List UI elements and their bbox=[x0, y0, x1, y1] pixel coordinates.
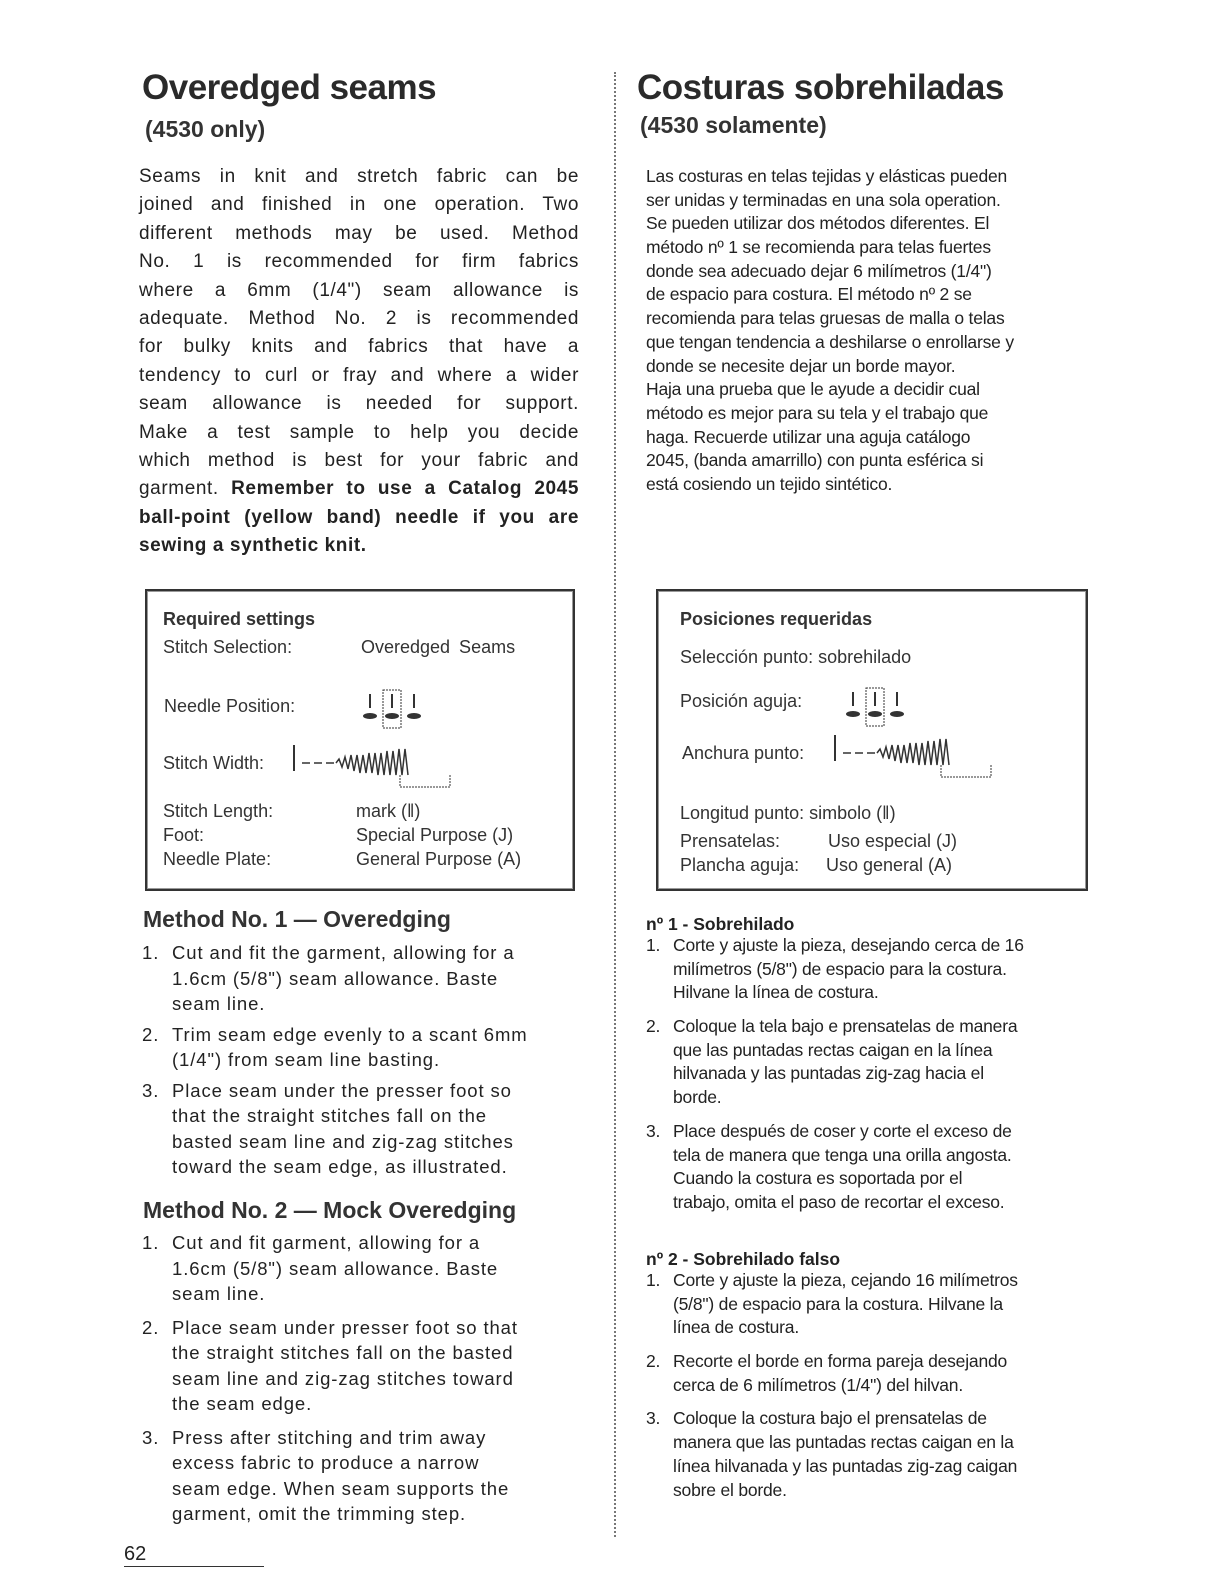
stitch-length-label: Stitch Length: bbox=[163, 801, 274, 821]
foot-label: Foot: bbox=[163, 825, 205, 845]
item-line: toward the seam edge, as illustrated. bbox=[172, 1156, 508, 1177]
right-title: Costuras sobrehiladas bbox=[637, 68, 1004, 107]
item-number: 2. bbox=[646, 1351, 661, 1372]
intro-line: for bulky knits and fabrics that have a bbox=[139, 336, 579, 358]
intro-bold-line: ball-point (yellow band) needle if you are bbox=[139, 506, 579, 528]
metodo2-heading: nº 2 - Sobrehilado falso bbox=[646, 1249, 841, 1269]
item-line: Press after stitching and trim away bbox=[172, 1426, 487, 1448]
item-number: 3. bbox=[646, 1120, 661, 1141]
needle-plate-label: Needle Plate: bbox=[163, 849, 272, 869]
item-line: seam line and zig-zag stitches toward bbox=[172, 1367, 514, 1389]
item-line: borde. bbox=[673, 1087, 722, 1108]
intro-line: different methods may be used. Method bbox=[139, 222, 579, 244]
item-line: seam line. bbox=[172, 993, 266, 1014]
intro-line: haga. Recuerde utilizar una aguja catálogo bbox=[646, 426, 971, 447]
intro-line: Make a test sample to help you decide bbox=[139, 421, 579, 443]
item-line: excess fabric to produce a narrow bbox=[172, 1452, 480, 1473]
stitch-width-label: Stitch Width: bbox=[163, 753, 265, 773]
item-line: Trim seam edge evenly to a scant 6mm bbox=[172, 1023, 528, 1045]
item-line: Cut and fit garment, allowing for a bbox=[172, 1232, 481, 1253]
item-number: 3. bbox=[142, 1426, 160, 1448]
item-line: seam line. bbox=[172, 1283, 266, 1304]
list-item bbox=[646, 1121, 1024, 1216]
list-item bbox=[646, 1351, 1018, 1398]
item-number: 1. bbox=[646, 1270, 661, 1290]
intro-line: where a 6mm (1/4") seam allowance is bbox=[139, 279, 579, 301]
intro-line: tendency to curl or fray and where a wider bbox=[139, 364, 579, 386]
metodo1-list bbox=[646, 935, 1024, 1226]
intro-line: método es mejor para su tela y el trabajo que bbox=[646, 402, 989, 423]
intro-text: garment. bbox=[139, 478, 232, 500]
item-line: cerca de 6 milímetros (1/4") del hilvan. bbox=[673, 1374, 963, 1395]
list-item bbox=[142, 942, 582, 1019]
metodo1-heading: nº 1 - Sobrehilado bbox=[646, 914, 795, 934]
item-number: 2. bbox=[646, 1016, 661, 1037]
left-intro bbox=[139, 166, 579, 563]
right-subtitle: (4530 solamente) bbox=[640, 112, 827, 138]
item-number: 1. bbox=[646, 935, 661, 955]
longitud-punto: Longitud punto: simbolo (‖) bbox=[680, 803, 896, 823]
item-number: 3. bbox=[646, 1408, 661, 1429]
item-line: línea de costura. bbox=[673, 1317, 799, 1338]
column-divider bbox=[614, 72, 616, 1537]
intro-line: está cosiendo un tejido sintético. bbox=[646, 473, 893, 494]
intro-line: No. 1 is recommended for firm fabrics bbox=[139, 251, 579, 273]
item-line: Place después de coser y corte el exceso de bbox=[673, 1120, 1012, 1141]
method2-heading: Method No. 2 — Mock Overedging bbox=[143, 1197, 517, 1223]
intro-line: joined and finished in one operation. Two bbox=[139, 194, 579, 216]
item-line: Place seam under presser foot so that bbox=[172, 1316, 518, 1338]
stitch-selection-value: Overedged Seams bbox=[361, 637, 516, 657]
needle-position-icon bbox=[842, 686, 908, 730]
item-number: 3. bbox=[142, 1079, 160, 1101]
anchura-punto-label: Anchura punto: bbox=[682, 743, 805, 763]
list-item bbox=[646, 1270, 1018, 1341]
item-line: seam edge. When seam supports the bbox=[172, 1477, 510, 1499]
needle-position-icon bbox=[359, 688, 425, 732]
item-line: Place seam under the presser foot so bbox=[172, 1079, 512, 1101]
list-item bbox=[142, 1232, 582, 1309]
item-number: 2. bbox=[142, 1023, 160, 1045]
left-subtitle: (4530 only) bbox=[145, 116, 266, 142]
plancha-aguja-label: Plancha aguja: bbox=[680, 855, 800, 875]
item-number: 1. bbox=[142, 942, 160, 963]
stitch-length-value: mark (‖) bbox=[356, 801, 421, 821]
item-line: basted seam line and zig-zag stitches bbox=[172, 1130, 514, 1152]
item-line: tela de manera que tenga una orilla angosta. bbox=[673, 1144, 1012, 1165]
intro-bold-line: sewing a synthetic knit. bbox=[139, 535, 367, 557]
required-settings-box bbox=[145, 589, 575, 891]
metodo2-list bbox=[646, 1270, 1018, 1513]
intro-line: método nº 1 se recomienda para telas fuertes bbox=[646, 237, 991, 258]
method2-list bbox=[142, 1232, 582, 1537]
posiciones-requeridas-box bbox=[656, 589, 1088, 891]
item-line: milímetros (5/8") de espacio para la costura. bbox=[673, 958, 1007, 979]
item-line: Hilvane la línea de costura. bbox=[673, 982, 879, 1003]
item-line: que las puntadas rectas caigan en la línea bbox=[673, 1039, 993, 1060]
item-line: Recorte el borde en forma pareja desejando bbox=[673, 1351, 1008, 1372]
intro-line: donde se necesite dejar un borde mayor. bbox=[646, 355, 956, 376]
intro-line: ser unidas y terminadas en una sola operation. bbox=[646, 189, 1001, 210]
intro-line bbox=[139, 478, 579, 506]
item-line: Corte y ajuste la pieza, cejando 16 milímetros bbox=[673, 1270, 1018, 1290]
page-number: 62 bbox=[124, 1543, 264, 1567]
intro-line: que tengan tendencia a deshilarse o enrollarse y bbox=[646, 331, 1014, 352]
item-line: manera que las puntadas rectas caigan en la bbox=[673, 1432, 1014, 1453]
item-line: Cuando la costura es soportada por el bbox=[673, 1168, 963, 1189]
settings-title: Required settings bbox=[163, 609, 316, 629]
intro-line: Seams in knit and stretch fabric can be bbox=[139, 166, 579, 187]
intro-bold-text: Remember to use a Catalog 2045 bbox=[231, 478, 579, 500]
needle-plate-value: General Purpose (A) bbox=[356, 849, 522, 869]
list-item bbox=[142, 1427, 582, 1529]
prensatelas-label: Prensatelas: bbox=[680, 831, 781, 851]
item-line: (5/8") de espacio para la costura. Hilvane la bbox=[673, 1293, 1003, 1314]
item-line: Coloque la tela bajo e prensatelas de manera bbox=[673, 1016, 1018, 1037]
item-line: Cut and fit the garment, allowing for a bbox=[172, 942, 515, 963]
needle-position-label: Needle Position: bbox=[164, 696, 296, 716]
item-line: the straight stitches fall on the basted bbox=[172, 1342, 514, 1363]
item-line: 1.6cm (5/8") seam allowance. Baste bbox=[172, 967, 499, 989]
list-item bbox=[142, 1080, 582, 1182]
list-item bbox=[646, 935, 1024, 1006]
item-line: Corte y ajuste la pieza, desejando cerca de 16 bbox=[673, 935, 1024, 955]
intro-line: Las costuras en telas tejidas y elásticas pueden bbox=[646, 166, 1008, 186]
list-item bbox=[142, 1024, 582, 1075]
item-line: 1.6cm (5/8") seam allowance. Baste bbox=[172, 1257, 499, 1279]
seleccion-punto: Selección punto: sobrehilado bbox=[680, 647, 912, 667]
item-number: 1. bbox=[142, 1232, 160, 1253]
intro-line: Haja una prueba que le ayude a decidir cual bbox=[646, 379, 980, 400]
left-title: Overedged seams bbox=[142, 68, 437, 107]
right-intro bbox=[646, 166, 1014, 498]
list-item bbox=[142, 1317, 582, 1419]
intro-line: recomienda para telas gruesas de malla o telas bbox=[646, 308, 1005, 329]
stitch-width-icon bbox=[831, 731, 1001, 787]
item-line: línea hilvanada y las puntadas zig-zag caigan bbox=[673, 1455, 1018, 1476]
item-number: 2. bbox=[142, 1316, 160, 1338]
item-line: that the straight stitches fall on the bbox=[172, 1105, 487, 1126]
method1-list bbox=[142, 942, 582, 1187]
intro-line: 2045, (banda amarrillo) con punta esférica si bbox=[646, 450, 984, 471]
item-line: hilvanada y las puntadas zig-zag hacia el bbox=[673, 1063, 984, 1084]
prensatelas-value: Uso especial (J) bbox=[828, 831, 958, 851]
settings-title-es: Posiciones requeridas bbox=[680, 609, 873, 629]
item-line: trabajo, omita el paso de recortar el exceso. bbox=[673, 1191, 1005, 1212]
posicion-aguja-label: Posición aguja: bbox=[680, 691, 803, 711]
intro-line: which method is best for your fabric and bbox=[139, 449, 579, 471]
item-line: Coloque la costura bajo el prensatelas de bbox=[673, 1408, 987, 1429]
item-line: the seam edge. bbox=[172, 1393, 313, 1414]
plancha-aguja-value: Uso general (A) bbox=[826, 855, 953, 875]
intro-line: Se pueden utilizar dos métodos diferentes. El bbox=[646, 213, 990, 234]
foot-value: Special Purpose (J) bbox=[356, 825, 514, 845]
item-line: sobre el borde. bbox=[673, 1479, 787, 1500]
method1-heading: Method No. 1 — Overedging bbox=[143, 906, 451, 932]
stitch-width-icon bbox=[290, 741, 460, 797]
intro-line: seam allowance is needed for support. bbox=[139, 393, 579, 415]
intro-line: adequate. Method No. 2 is recommended bbox=[139, 307, 579, 329]
intro-line: de espacio para costura. El método nº 2 se bbox=[646, 284, 972, 305]
item-line: (1/4") from seam line basting. bbox=[172, 1049, 440, 1070]
list-item bbox=[646, 1016, 1024, 1111]
intro-line: donde sea adecuado dejar 6 milímetros (1/4") bbox=[646, 260, 992, 281]
stitch-selection-label: Stitch Selection: bbox=[163, 637, 293, 657]
item-line: garment, omit the trimming step. bbox=[172, 1503, 467, 1524]
list-item bbox=[646, 1408, 1018, 1503]
